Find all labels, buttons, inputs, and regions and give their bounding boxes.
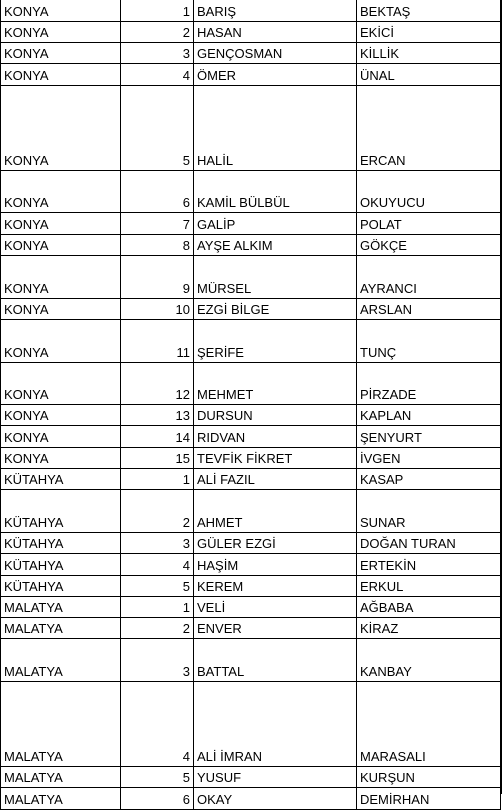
- name-cell: HAŞİM: [194, 554, 357, 575]
- surname-cell: MARASALI: [357, 682, 501, 767]
- city-cell: KONYA: [1, 213, 121, 234]
- candidate-table-body: [1, 0, 501, 809]
- surname-cell: ERKUL: [357, 575, 501, 596]
- name-cell: AHMET: [194, 490, 357, 533]
- city-cell: KONYA: [1, 447, 121, 468]
- surname-cell: ERTEKİN: [357, 554, 501, 575]
- rank-cell: 9: [121, 256, 194, 299]
- name-cell: ÖMER: [194, 64, 357, 85]
- surname-cell: PİRZADE: [357, 362, 501, 405]
- name-cell: GÜLER EZGİ: [194, 532, 357, 553]
- city-cell: KONYA: [1, 170, 121, 213]
- table-row: [1, 21, 501, 42]
- city-cell: MALATYA: [1, 618, 121, 639]
- surname-cell: KASAP: [357, 469, 501, 490]
- rank-cell: 3: [121, 532, 194, 553]
- surname-cell: POLAT: [357, 213, 501, 234]
- surname-cell: GÖKÇE: [357, 234, 501, 255]
- rank-cell: 5: [121, 575, 194, 596]
- city-cell: KONYA: [1, 85, 121, 170]
- name-cell: KEREM: [194, 575, 357, 596]
- city-cell: MALATYA: [1, 767, 121, 788]
- surname-cell: İVGEN: [357, 447, 501, 468]
- table-row: [1, 639, 501, 682]
- name-cell: HALİL: [194, 85, 357, 170]
- city-cell: KONYA: [1, 21, 121, 42]
- table-row: [1, 0, 501, 21]
- city-cell: KONYA: [1, 362, 121, 405]
- surname-cell: ARSLAN: [357, 298, 501, 319]
- city-cell: KÜTAHYA: [1, 532, 121, 553]
- name-cell: MEHMET: [194, 362, 357, 405]
- surname-cell: OKUYUCU: [357, 170, 501, 213]
- table-row: [1, 43, 501, 64]
- table-row: [1, 469, 501, 490]
- name-cell: VELİ: [194, 596, 357, 617]
- city-cell: KÜTAHYA: [1, 575, 121, 596]
- rank-cell: 3: [121, 639, 194, 682]
- name-cell: ALİ İMRAN: [194, 682, 357, 767]
- rank-cell: 1: [121, 469, 194, 490]
- city-cell: KÜTAHYA: [1, 554, 121, 575]
- city-cell: KONYA: [1, 0, 121, 21]
- surname-cell: KİLLİK: [357, 43, 501, 64]
- surname-cell: DOĞAN TURAN: [357, 532, 501, 553]
- surname-cell: ERCAN: [357, 85, 501, 170]
- table-row: [1, 618, 501, 639]
- table-row: [1, 170, 501, 213]
- name-cell: BATTAL: [194, 639, 357, 682]
- name-cell: BARIŞ: [194, 0, 357, 21]
- rank-cell: 14: [121, 426, 194, 447]
- name-cell: MÜRSEL: [194, 256, 357, 299]
- table-row: [1, 298, 501, 319]
- surname-cell: KAPLAN: [357, 405, 501, 426]
- table-row: [1, 554, 501, 575]
- table-row: [1, 596, 501, 617]
- name-cell: GALİP: [194, 213, 357, 234]
- rank-cell: 7: [121, 213, 194, 234]
- rank-cell: 2: [121, 618, 194, 639]
- name-cell: OKAY: [194, 788, 357, 809]
- table-row: [1, 682, 501, 767]
- rank-cell: 2: [121, 490, 194, 533]
- table-row: [1, 447, 501, 468]
- table-row: [1, 426, 501, 447]
- name-cell: DURSUN: [194, 405, 357, 426]
- name-cell: RIDVAN: [194, 426, 357, 447]
- surname-cell: SUNAR: [357, 490, 501, 533]
- rank-cell: 15: [121, 447, 194, 468]
- table-row: [1, 64, 501, 85]
- city-cell: KÜTAHYA: [1, 490, 121, 533]
- rank-cell: 6: [121, 788, 194, 809]
- rank-cell: 1: [121, 596, 194, 617]
- table-row: [1, 319, 501, 362]
- table-row: [1, 213, 501, 234]
- city-cell: KÜTAHYA: [1, 469, 121, 490]
- rank-cell: 4: [121, 64, 194, 85]
- city-cell: KONYA: [1, 426, 121, 447]
- city-cell: KONYA: [1, 319, 121, 362]
- table-row: [1, 85, 501, 170]
- surname-cell: KURŞUN: [357, 767, 501, 788]
- name-cell: EZGİ BİLGE: [194, 298, 357, 319]
- table-row: [1, 256, 501, 299]
- table-row: [1, 234, 501, 255]
- surname-cell: BEKTAŞ: [357, 0, 501, 21]
- surname-cell: AĞBABA: [357, 596, 501, 617]
- table-row: [1, 532, 501, 553]
- rank-cell: 4: [121, 554, 194, 575]
- surname-cell: EKİCİ: [357, 21, 501, 42]
- rank-cell: 10: [121, 298, 194, 319]
- rank-cell: 11: [121, 319, 194, 362]
- table-row: [1, 767, 501, 788]
- city-cell: KONYA: [1, 234, 121, 255]
- rank-cell: 8: [121, 234, 194, 255]
- surname-cell: ŞENYURT: [357, 426, 501, 447]
- table-row: [1, 490, 501, 533]
- table-row: [1, 362, 501, 405]
- rank-cell: 13: [121, 405, 194, 426]
- rank-cell: 3: [121, 43, 194, 64]
- name-cell: YUSUF: [194, 767, 357, 788]
- city-cell: MALATYA: [1, 788, 121, 809]
- city-cell: KONYA: [1, 298, 121, 319]
- surname-cell: AYRANCI: [357, 256, 501, 299]
- rank-cell: 6: [121, 170, 194, 213]
- rank-cell: 5: [121, 85, 194, 170]
- name-cell: GENÇOSMAN: [194, 43, 357, 64]
- table-row: [1, 405, 501, 426]
- table-row: [1, 575, 501, 596]
- rank-cell: 12: [121, 362, 194, 405]
- city-cell: KONYA: [1, 256, 121, 299]
- rank-cell: 1: [121, 0, 194, 21]
- name-cell: ENVER: [194, 618, 357, 639]
- rank-cell: 2: [121, 21, 194, 42]
- surname-cell: KANBAY: [357, 639, 501, 682]
- city-cell: MALATYA: [1, 596, 121, 617]
- surname-cell: ÜNAL: [357, 64, 501, 85]
- surname-cell: KİRAZ: [357, 618, 501, 639]
- city-cell: KONYA: [1, 405, 121, 426]
- city-cell: MALATYA: [1, 639, 121, 682]
- city-cell: MALATYA: [1, 682, 121, 767]
- table-row: [1, 788, 501, 809]
- city-cell: KONYA: [1, 43, 121, 64]
- rank-cell: 4: [121, 682, 194, 767]
- surname-cell: DEMİRHAN: [357, 788, 501, 809]
- name-cell: HASAN: [194, 21, 357, 42]
- name-cell: AYŞE ALKIM: [194, 234, 357, 255]
- surname-cell: TUNÇ: [357, 319, 501, 362]
- city-cell: KONYA: [1, 64, 121, 85]
- rank-cell: 5: [121, 767, 194, 788]
- name-cell: ALİ FAZIL: [194, 469, 357, 490]
- name-cell: KAMİL BÜLBÜL: [194, 170, 357, 213]
- name-cell: ŞERİFE: [194, 319, 357, 362]
- name-cell: TEVFİK FİKRET: [194, 447, 357, 468]
